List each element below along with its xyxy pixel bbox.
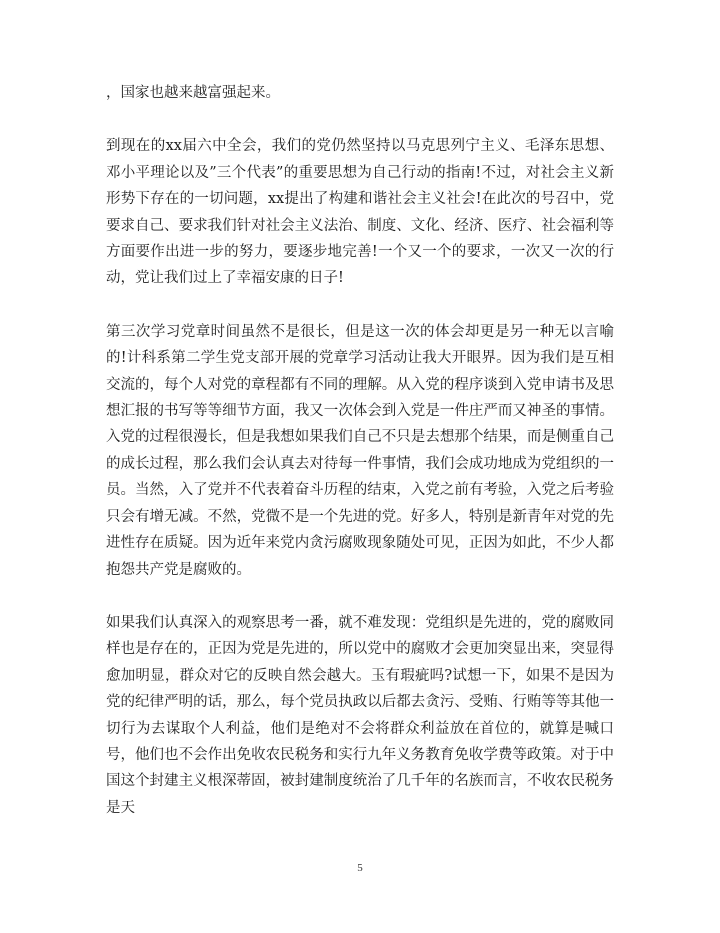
document-body bbox=[106, 80, 614, 821]
paragraph-4: 如果我们认真深入的观察思考一番，就不难发现：党组织是先进的，党的腐败同样也是存在的，正因为党是先进的，所以党中的腐败才会更加突显出来，突显得愈加明显，群众对它的反映自然会越大。玉有瑕疵吗?试想一下，如果不是因为党的纪律严明的话，那么，每个党员执政以后都去贪污、受贿、行贿等等其他一切行为去谋取个人利益，他们是绝对不会将群众利益放在首位的，就算是喊口号，他们也不会作出免收农民税务和实行九年义务教育免收学费等政策。对于中国这个封建主义根深蒂固，被封建制度统治了几千年的名族而言，不收农民税务是天 bbox=[106, 614, 614, 816]
paragraph-3: 第三次学习党章时间虽然不是很长，但是这一次的体会却更是另一种无以言喻的!计科系第二学生党支部开展的党章学习活动让我大开眼界。因为我们是互相交流的，每个人对党的章程都有不同的理解。从入党的程序谈到入党申请书及思想汇报的书写等等细节方面，我又一次体会到入党是一件庄严而又神圣的事情。入党的过程很漫长，但是我想如果我们自己不只是去想那个结果，而是侧重自己的成长过程，那么我们会认真去对待每一件事情，我们会成功地成为党组织的一员。当然，入了党并不代表着奋斗历程的结束，入党之前有考验，入党之后考验只会有增无减。不然，党微不是一个先进的党。好多人，特别是新青年对党的先进性存在质疑。因为近年来党内贪污腐败现象随处可见，正因为如此，不少人都抱怨共产党是腐败的。 bbox=[106, 323, 614, 578]
paragraph-1: ，国家也越来越富强起来。 bbox=[106, 85, 280, 101]
paragraph-2: 到现在的xx届六中全会，我们的党仍然坚持以马克思列宁主义、毛泽东思想、邓小平理论以及”三个代表”的重要思想为自己行动的指南!不过，对社会主义新形势下存在的一切问题，xx提出了构建和谐社会主义社会!在此次的号召中，党要求自己、要求我们针对社会主义法治、制度、文化、经济、医疗、社会福利等方面要作出进一步的努力，要逐步地完善!一个又一个的要求，一次又一次的行动，党让我们过上了幸福安康的日子! bbox=[106, 138, 614, 287]
page-number: 5 bbox=[357, 862, 363, 874]
